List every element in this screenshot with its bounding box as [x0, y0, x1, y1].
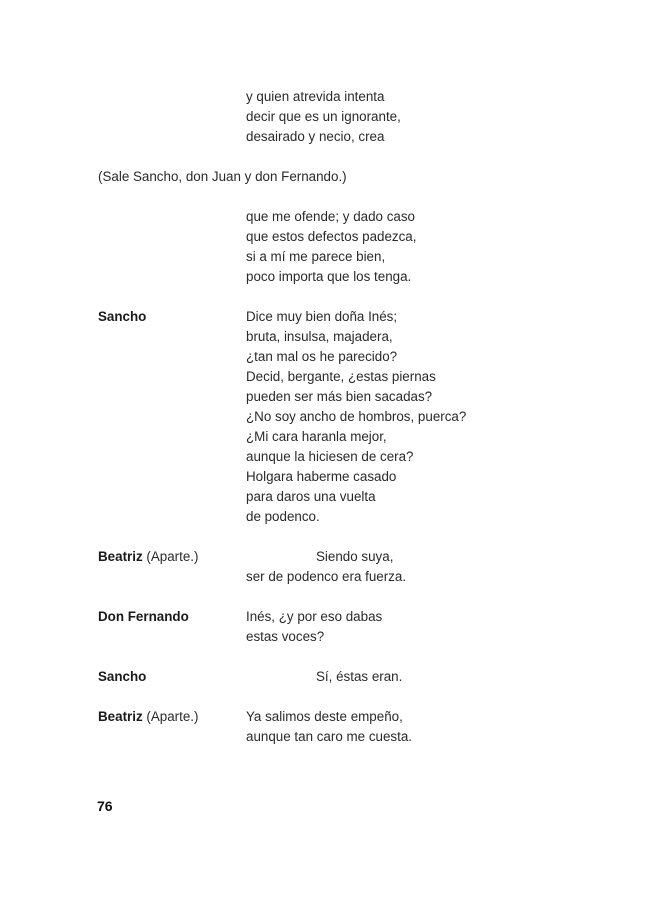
speaker-label: Don Fernando: [98, 609, 189, 624]
speaker-name: [98, 307, 146, 327]
verse-line: estas voces?: [246, 629, 325, 644]
verse-line: de podenco.: [246, 509, 320, 524]
speaker-name: [98, 547, 198, 567]
verse-line: Inés, ¿y por eso dabas: [246, 609, 383, 624]
verse-line: para daros una vuelta: [246, 489, 376, 504]
speaker-name: [98, 607, 189, 627]
verse-line: Holgara haberme casado: [246, 469, 397, 484]
verse-line: aunque tan caro me cuesta.: [246, 729, 413, 744]
page-number: 76: [97, 798, 113, 814]
verse-line: ser de podenco era fuerza.: [246, 569, 407, 584]
speaker-label: Beatriz: [98, 709, 143, 724]
verse-line: que me ofende; y dado caso: [246, 209, 415, 224]
verse-line: Dice muy bien doña Inés;: [246, 309, 398, 324]
verse-line: decir que es un ignorante,: [246, 109, 401, 124]
verse-line: ¿tan mal os he parecido?: [246, 349, 398, 364]
verse-line: que estos defectos padezca,: [246, 229, 417, 244]
verse-line: aunque la hiciesen de cera?: [246, 449, 414, 464]
aside-note: (Aparte.): [146, 709, 199, 724]
speaker-name: [98, 667, 146, 687]
speaker-label: Beatriz: [98, 549, 143, 564]
verse-line: ¿Mi cara haranla mejor,: [246, 429, 387, 444]
verse-line: pueden ser más bien sacadas?: [246, 389, 433, 404]
verse-line: si a mí me parece bien,: [246, 249, 386, 264]
aside-note: (Aparte.): [146, 549, 199, 564]
verse-line: ¿No soy ancho de hombros, puerca?: [246, 409, 467, 424]
speaker-label: Sancho: [98, 669, 147, 684]
verse-line: Sí, éstas eran.: [316, 669, 403, 684]
verse-line: desairado y necio, crea: [246, 129, 385, 144]
verse-line: Ya salimos deste empeño,: [246, 709, 403, 724]
verse-line: Siendo suya,: [316, 549, 394, 564]
speaker-label: Sancho: [98, 309, 147, 324]
verse-line: Decid, bergante, ¿estas piernas: [246, 369, 436, 384]
speaker-name: [98, 707, 198, 727]
verse-line: poco importa que los tenga.: [246, 269, 412, 284]
verse-line: y quien atrevida intenta: [246, 89, 385, 104]
verse-line: bruta, insulsa, majadera,: [246, 329, 393, 344]
stage-direction: (Sale Sancho, don Juan y don Fernando.): [98, 169, 347, 184]
